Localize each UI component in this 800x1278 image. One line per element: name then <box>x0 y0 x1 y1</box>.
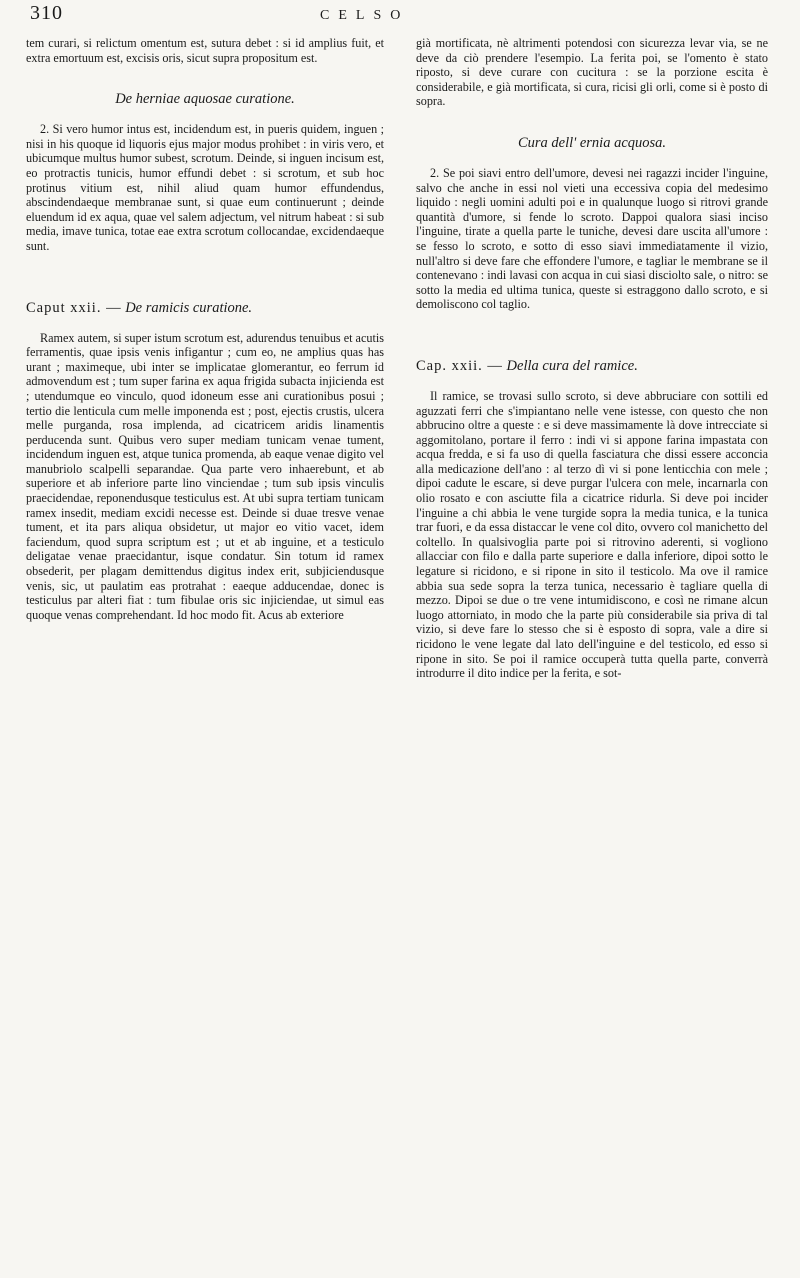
latin-chapter-title: De ramicis curatione. <box>125 299 253 316</box>
latin-chapter-heading <box>26 300 384 317</box>
italian-paragraph-1: già mortificata, nè altrimenti potendosi con sicurezza levar via, se ne deve da ciò prendere l'esempio. La ferita poi, se l'omento è stato riposto, si deve curare con cucitura : se la porzione escita è considerabile, e già mortificata, si cura, ricisi gli orli, come si è posto di sopra. <box>416 36 768 109</box>
latin-paragraph-2: 2. Si vero humor intus est, incidendum est, in pueris quidem, inguen ; nisi in his quoque id liquoris ejus major modus prohibet : in viris vero, et ubicumque multus humor subest, scrotum. Deinde, si inguen incisum est, eo protractis tunicis, humor effundi debet : si scrotum, et sub hoc protinus vitium est, nihil aliud quam humor effundendus, abscindendaeque membranae sunt, si quae eum continuerunt ; deinde eluendum id ex aqua, quae vel salem adjectum, vel nitrum habeat : si sub media, imave tunica, totae eae extra scrotum collocandae, excidendaeque sunt. <box>26 122 384 253</box>
italian-paragraph-2: 2. Se poi siavi entro dell'umore, devesi nei ragazzi incider l'inguine, salvo che anche in essi nol vieti una eccessiva copia del medesimo liquido : negli uomini adulti poi e in qualunque luogo si ritrovi grande quantità d'umore, si fende lo scroto. Dappoi qualora siasi inciso l'inguine, tirate a quella parte le tuniche, devesi dare uscita all'umore : se fesso lo scroto, e sotto di esso siavi immediatamente il vizio, null'altro si deve fare che effondere l'umore, e tagliar le membrane se il contenevano : indi lavasi con acqua in cui siasi disciolto sale, o nitro: se sotto la media ed ultima tunica, queste si estraggono dallo scroto, e si demoliscono col taglio. <box>416 165 768 312</box>
running-title: CELSO <box>320 8 410 23</box>
running-head <box>0 0 800 40</box>
italian-section-heading: Cura dell' ernia acquosa. <box>517 134 667 151</box>
italian-chapter-title: Della cura del ramice. <box>506 357 638 374</box>
italian-chapter-heading <box>416 358 768 375</box>
latin-chapter-label: Caput xxii. — <box>26 299 122 316</box>
page-number: 310 <box>30 2 63 24</box>
italian-paragraph-3: Il ramice, se trovasi sullo scroto, si deve abbruciare con sottili ed aguzzati ferri che s'impiantano nelle vene istesse, con questo che non abbrucino oltre a queste : e si deve massimamente là dove intrecciate si aggomitolano, portare il ferro : indi vi si appone farina impastata con acqua fredda, e si fa uso di quella fasciatura che dissi essere acconcia alla medicazione dell'ano : al terzo dì vi si pone lenticchia con mele ; dipoi cadute le escare, si deve purgar l'ulcera con mele, incarnarla con olio rosato e con asciutte fila a cicatrice ridurla. Si deve poi incider l'inguine a chi abbia le vene turgide sopra la media tunica, e la tunica trar fuori, e da essa distaccar le vene col dito, ovvero col manichetto del coltello. In qualsivoglia parte poi si ritrovino aderenti, si vogliono allacciar con filo e dalla parte superiore e dalla inferiore, dipoi sotto le legature si ricidono, e si ripone in sito il testicolo. Ma ove il ramice abbia sua sede sopra la terza tunica, necessario è tagliare quella di mezzo. Dipoi se due o tre vene intumidiscono, e così ne rimane alcun luogo attorniato, in modo che la parte più considerabile sia priva di tal vizio, si deve fare lo stesso che si è esposto di sopra, vale a dire si ricidono le vene legate dal lato dell'inguine e del testicolo, ed esso si ripone in sito. Se poi il ramice occuperà tutta quella parte, converrà introdurre il dito indice per la ferita, e sot- <box>416 388 768 681</box>
italian-chapter-label: Cap. xxii. — <box>416 357 503 374</box>
latin-section-heading: De herniae aquosae curatione. <box>115 91 295 108</box>
italian-column <box>416 36 768 681</box>
latin-column <box>26 36 384 622</box>
latin-paragraph-3: Ramex autem, si super istum scrotum est, adurendus tenuibus et acutis ferramentis, quae ipsis venis infigantur ; cum eo, ne amplius quas has urant ; maximeque, ubi inter se implicatae glomerantur, eo ferrum id admovendum est ; tum super farina ex aqua frigida subacta injicienda est ; utendumque eo vinculo, quod idoneum esse ani curationibus posui ; tertio die lenticula cum melle imponenda est ; post, ejectis crustis, ulcera melle purganda, rosa implenda, ad cicatricem aridis linamentis perducenda sunt. Quibus vero super mediam tunicam venae tument, incidendum inguen est, atque tunica promenda, ab eaque venae digito vel manubriolo scalpelli separandae. Qua parte vero inhaerebunt, et ab superiore et ab inferiore parte lino vinciendae ; tum sub ipsis vinculis praecidendae, reponendusque testiculus est. At ubi supra tertiam tunicam ramex insedit, mediam excidi necesse est. Deinde si duae tresve venae tument, et ita pars aliqua obsidetur, ut major eo vitio vacet, idem faciendum, quod supra scriptum est ; ut et ab inguine, et a testiculo deligatae venae praecidantur, isque condatur. Sin totum id ramex obsederit, per plagam demittendus digitus index erit, subjiciendusque venis, sic, ut paulatim eas protrahat : eaeque adducendae, donec is testiculus par alteri fiat : tum fibulae oris sic injiciendae, ut simul eas quoque venas comprehendant. Id hoc modo fit. Acus ab exteriore <box>26 330 384 622</box>
latin-paragraph-1: tem curari, si relictum omentum est, sutura debet : si id amplius fuit, et extra emortuum est, excisis oris, sicut supra propositum est. <box>26 36 384 65</box>
